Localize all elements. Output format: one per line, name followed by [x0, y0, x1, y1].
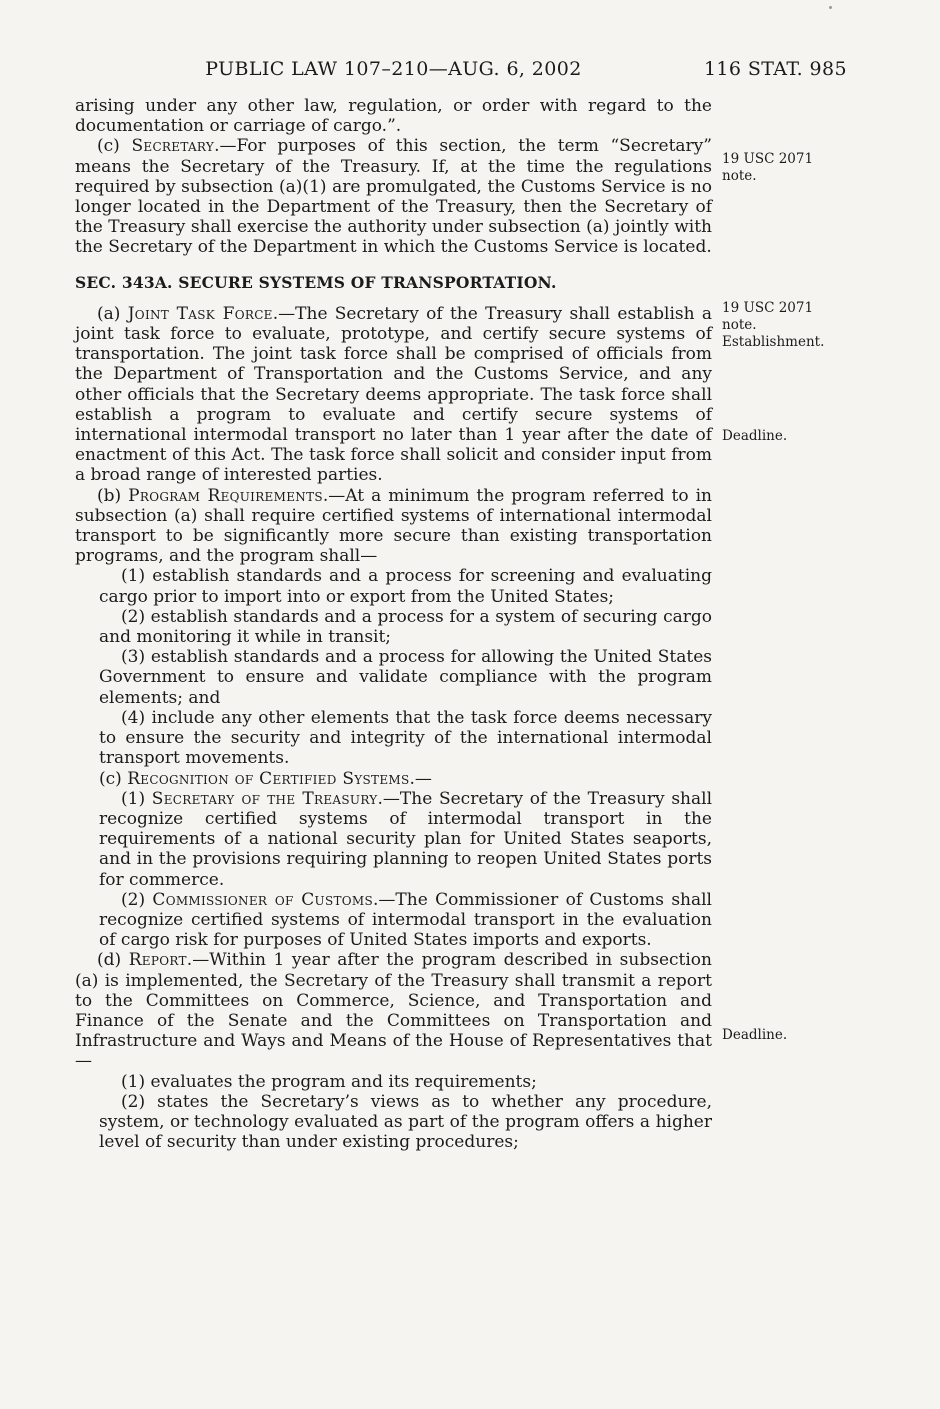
stat-page-number: 116 STAT. 985	[703, 58, 847, 80]
smallcaps-label-report: Report	[128, 950, 187, 971]
subsection-b-program-requirements	[75, 486, 712, 567]
subsection-a-joint-task-force	[75, 304, 712, 486]
list-item-text: .—The Secretary of the Treasury shall recognize certified systems of intermodal transport in the requirements of a national security plan for United States seaports, and in the provisions requiring planning to reopen United States ports for commerce.	[99, 788, 713, 890]
margin-note-usc-2071-343a	[722, 300, 842, 350]
paragraph-intro-continuation: arising under any other law, regulation, or order with regard to the documentation or carriage of cargo.”.	[75, 96, 712, 137]
list-item-c2	[99, 890, 712, 951]
statute-body-column	[75, 96, 712, 1152]
list-item-b3: (3) establish standards and a process for allowing the United States Government to ensure and validate compliance with the program elements; and	[99, 647, 712, 708]
subsection-text: .—For purposes of this section, the term “Secretary” means the Secretary of the Treasury. If, at the time the regulations required by subsection (a)(1) are promulgated, the Customs Service is no longer located in the Department of the Treasury, then the Secretary of the Treasury shall exercise the authority under subsection (a) jointly with the Secretary of the Department in which the Customs Service is located.	[75, 136, 712, 258]
list-item-enum: (2)	[121, 889, 153, 910]
margin-note-deadline-d: Deadline.	[722, 1027, 788, 1043]
subsection-text: .—	[409, 768, 432, 789]
running-header-law-title: PUBLIC LAW 107–210—AUG. 6, 2002	[205, 58, 582, 80]
subsection-enum: (c)	[99, 768, 128, 789]
smallcaps-label-recognition-of-certified-systems: Recognition of Certified Systems	[127, 768, 410, 789]
smallcaps-label-joint-task-force: Joint Task Force	[127, 303, 273, 324]
smallcaps-label-commissioner-of-customs: Commissioner of Customs	[152, 889, 374, 910]
subsection-enum: (c)	[97, 136, 132, 157]
subsection-enum: (b)	[97, 485, 129, 506]
smallcaps-label-program-requirements: Program Requirements	[128, 485, 323, 506]
subsection-enum: (d)	[97, 950, 129, 971]
subsection-enum: (a)	[97, 303, 128, 324]
list-item-text: .—The Commissioner of Customs shall recognize certified systems of intermodal transport in the evaluation of cargo risk for purposes of United States imports and exports.	[99, 889, 712, 951]
subsection-c-secretary	[75, 136, 712, 257]
subsection-text: .—At a minimum the program referred to in subsection (a) shall require certified systems of international intermodal transport to be significantly more secure than existing transportation programs, and the program shall—	[75, 485, 712, 567]
margin-note-deadline-a: Deadline.	[722, 428, 788, 444]
list-item-b2: (2) establish standards and a process for a system of securing cargo and monitoring it while in transit;	[99, 606, 712, 648]
margin-note-usc-2071-c: 19 USC 2071 note.	[722, 151, 814, 184]
subsection-text: .—The Secretary of the Treasury shall establish a joint task force to evaluate, prototype, and certify secure systems of transportation. The joint task force shall be comprised of officials from the Department of Transportation and the Customs Service, and any other officials that the Secretary deems appropriate. The task force shall establish a program to evaluate and certify secure systems of international intermodal transport no later than 1 year after the date of enactment of this Act. The task force shall solicit and consider input from a broad range of interested parties.	[75, 303, 712, 486]
subsection-c-recognition	[99, 769, 712, 789]
list-item-c1	[99, 789, 712, 890]
smallcaps-label-secretary: Secretary	[131, 136, 215, 157]
list-item-d2: (2) states the Secretary’s views as to whether any procedure, system, or technology evaluated as part of the program offers a higher level of security than under existing procedures;	[99, 1091, 712, 1153]
section-heading-343a: SEC. 343A. SECURE SYSTEMS OF TRANSPORTATION.	[75, 272, 557, 292]
margin-note-usc-text: 19 USC 2071 note.	[722, 300, 814, 333]
margin-note-establishment: Establishment.	[722, 333, 825, 350]
list-item-b4: (4) include any other elements that the task force deems necessary to ensure the security and integrity of the international intermodal transport movements.	[99, 707, 712, 769]
subsection-d-report	[75, 950, 712, 1071]
list-item-enum: (1)	[121, 788, 152, 809]
smallcaps-label-secretary-of-the-treasury: Secretary of the Treasury	[151, 788, 378, 809]
list-item-b1: (1) establish standards and a process for screening and evaluating cargo prior to import into or export from the United States;	[99, 566, 712, 607]
scan-artifact-dot	[829, 6, 832, 9]
list-item-d1: (1) evaluates the program and its requirements;	[121, 1071, 537, 1092]
subsection-text: .—Within 1 year after the program described in subsection (a) is implemented, the Secretary of the Treasury shall transmit a report to the Committees on Commerce, Science, and Transportation and Finance of the Senate and the Committees on Transportation and Infrastructure and Ways and Means of the House of Representatives that—	[75, 950, 712, 1072]
